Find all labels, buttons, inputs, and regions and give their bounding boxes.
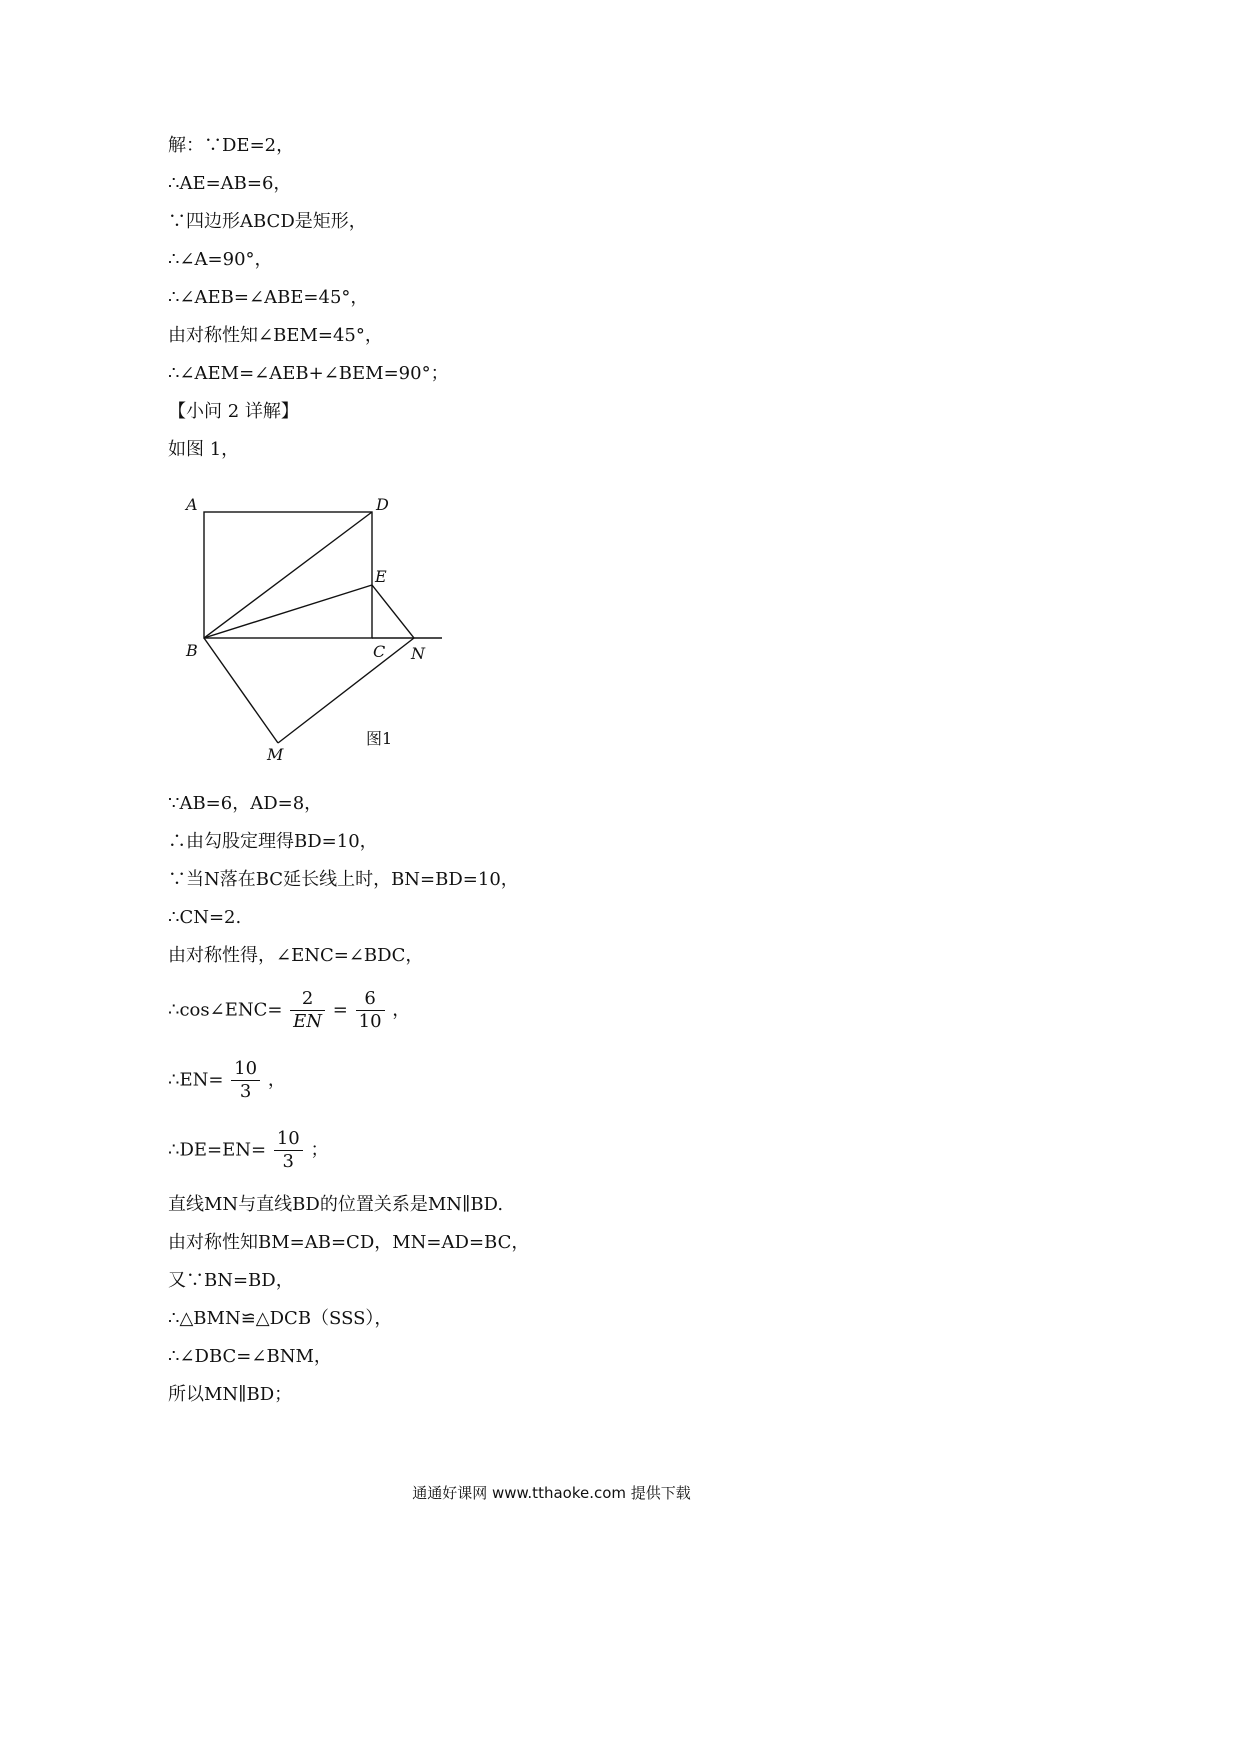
label-n: N	[411, 644, 425, 663]
segment-mn	[278, 638, 414, 743]
label-c: C	[373, 642, 386, 661]
figure-caption: 图1	[366, 729, 393, 748]
eq3-prefix: ∴DE=EN=	[168, 1139, 267, 1161]
segment-en	[372, 585, 414, 638]
eq2-suffix: ，	[267, 1069, 286, 1091]
fraction	[274, 1128, 303, 1173]
equation-cos	[168, 988, 410, 1033]
text-line: ∴由勾股定理得BD=10，	[168, 831, 378, 852]
segment-bd	[204, 512, 372, 638]
segment-bm	[204, 638, 278, 743]
text-line: ∴AE=AB=6，	[168, 173, 292, 194]
fraction	[290, 988, 325, 1033]
equation-de	[168, 1128, 328, 1173]
text-line: ∴△BMN≌△DCB（SSS），	[168, 1308, 393, 1329]
text-line: 又∵BN=BD，	[168, 1270, 294, 1291]
page-footer: 通通好课网 www.tthaoke.com 提供下载	[412, 1484, 691, 1502]
section-heading: 【小问 2 详解】	[168, 401, 299, 422]
label-m: M	[267, 745, 284, 764]
text-line: 解：∵DE=2，	[168, 135, 295, 156]
eq2-prefix: ∴EN=	[168, 1069, 224, 1091]
text-line: ∴∠DBC=∠BNM，	[168, 1346, 332, 1367]
fraction-denominator: 3	[282, 1151, 294, 1172]
label-b: B	[186, 641, 198, 660]
segment-be	[204, 585, 372, 638]
fraction-numerator: 10	[274, 1128, 303, 1151]
eq1-prefix: ∴cos∠ENC=	[168, 999, 283, 1021]
label-e: E	[375, 567, 387, 586]
text-line: 所以MN∥BD；	[168, 1384, 293, 1405]
text-line: ∵当N落在BC延长线上时，BN=BD=10，	[168, 869, 519, 890]
text-line: 由对称性知BM=AB=CD，MN=AD=BC，	[168, 1232, 530, 1253]
fraction-denominator: EN	[293, 1011, 323, 1032]
eq3-suffix: ；	[310, 1139, 329, 1161]
fraction-numerator: 2	[290, 988, 325, 1011]
fraction-denominator: 10	[358, 1011, 382, 1032]
text-line: ∵四边形ABCD是矩形，	[168, 211, 367, 232]
text-line: ∴∠A=90°，	[168, 249, 273, 270]
equation-en	[168, 1058, 286, 1103]
geometry-figure	[180, 488, 470, 778]
text-line: ∴CN=2.	[168, 907, 242, 928]
label-d: D	[376, 495, 389, 514]
text-line: 直线MN与直线BD的位置关系是MN∥BD.	[168, 1194, 504, 1215]
text-line: 由对称性得，∠ENC=∠BDC，	[168, 945, 424, 966]
fraction	[356, 988, 385, 1033]
text-line: ∴∠AEM=∠AEB+∠BEM=90°；	[168, 363, 449, 384]
text-line: 由对称性知∠BEM=45°，	[168, 325, 383, 346]
fraction-denominator: 3	[239, 1081, 252, 1102]
text-line: ∴∠AEB=∠ABE=45°，	[168, 287, 369, 308]
label-a: A	[186, 495, 198, 514]
text-line: ∵AB=6，AD=8，	[168, 793, 323, 814]
fraction	[231, 1058, 260, 1103]
fraction-numerator: 10	[231, 1058, 260, 1081]
eq1-suffix: ，	[392, 999, 411, 1021]
fraction-numerator: 6	[356, 988, 385, 1011]
eq1-equals: =	[332, 999, 348, 1021]
text-line: 如图 1，	[168, 439, 240, 460]
